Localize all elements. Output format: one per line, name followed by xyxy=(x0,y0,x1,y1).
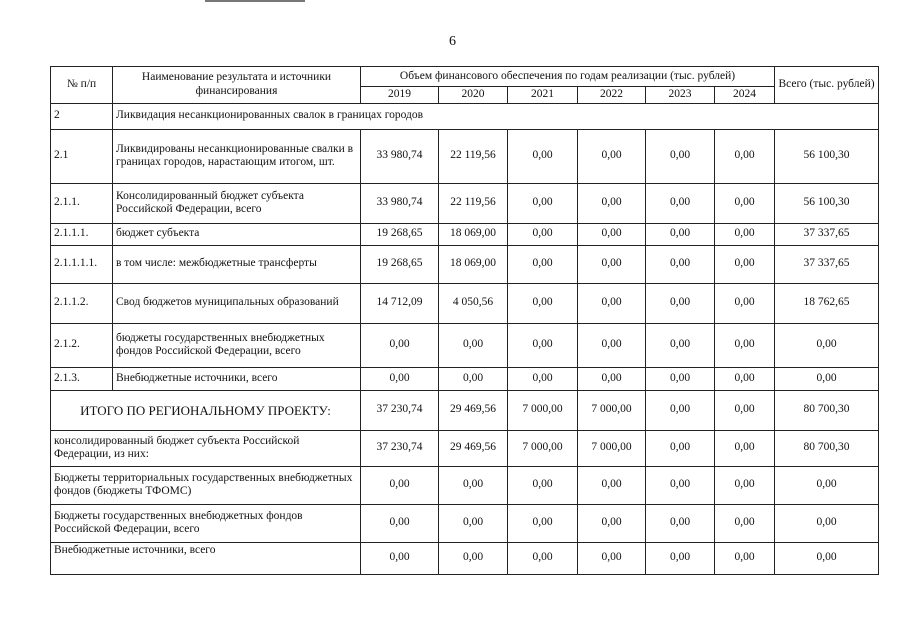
row-number: 2.1.1. xyxy=(51,183,113,223)
row-value: 18 069,00 xyxy=(439,245,508,283)
summary-value: 0,00 xyxy=(578,504,646,542)
row-value: 0,00 xyxy=(508,323,578,367)
top-rule xyxy=(205,0,305,2)
summary-total: 80 700,30 xyxy=(775,430,879,466)
header-number: № п/п xyxy=(51,67,113,104)
row-number: 2.1 xyxy=(51,129,113,183)
summary-name: консолидированный бюджет субъекта Российской Федерации, из них: xyxy=(51,430,361,466)
row-total: 18 762,65 xyxy=(775,283,879,323)
row-name: бюджет субъекта xyxy=(113,223,361,245)
header-year: 2020 xyxy=(439,87,508,104)
summary-value: 0,00 xyxy=(646,430,715,466)
row-value: 0,00 xyxy=(646,129,715,183)
summary-value: 0,00 xyxy=(715,542,775,574)
row-value: 33 980,74 xyxy=(361,129,439,183)
row-value: 0,00 xyxy=(646,367,715,390)
summary-value: 0,00 xyxy=(578,466,646,504)
row-number: 2.1.2. xyxy=(51,323,113,367)
row-value: 0,00 xyxy=(715,129,775,183)
row-total: 37 337,65 xyxy=(775,245,879,283)
row-value: 0,00 xyxy=(508,367,578,390)
row-number: 2.1.1.1.1. xyxy=(51,245,113,283)
summary-row xyxy=(51,504,879,542)
summary-value: 0,00 xyxy=(439,542,508,574)
summary-value: 0,00 xyxy=(715,504,775,542)
summary-row xyxy=(51,430,879,466)
funding-table xyxy=(50,66,879,575)
row-number: 2.1.3. xyxy=(51,367,113,390)
summary-row xyxy=(51,466,879,504)
row-value: 0,00 xyxy=(646,323,715,367)
table-row xyxy=(51,283,879,323)
row-value: 0,00 xyxy=(578,223,646,245)
table-row xyxy=(51,129,879,183)
summary-value: 0,00 xyxy=(646,542,715,574)
summary-value: 0,00 xyxy=(439,504,508,542)
total-value: 7 000,00 xyxy=(508,390,578,430)
total-row xyxy=(51,390,879,430)
row-number: 2.1.1.2. xyxy=(51,283,113,323)
row-value: 0,00 xyxy=(715,245,775,283)
row-value: 0,00 xyxy=(715,283,775,323)
row-value: 19 268,65 xyxy=(361,245,439,283)
row-value: 33 980,74 xyxy=(361,183,439,223)
summary-value: 0,00 xyxy=(508,542,578,574)
summary-value: 29 469,56 xyxy=(439,430,508,466)
section-title: Ликвидация несанкционированных свалок в границах городов xyxy=(113,103,879,129)
total-value: 0,00 xyxy=(715,390,775,430)
summary-value: 0,00 xyxy=(508,504,578,542)
summary-total: 0,00 xyxy=(775,466,879,504)
summary-name: Бюджеты территориальных государственных внебюджетных фондов (бюджеты ТФОМС) xyxy=(51,466,361,504)
table-row xyxy=(51,323,879,367)
total-sum: 80 700,30 xyxy=(775,390,879,430)
total-value: 7 000,00 xyxy=(578,390,646,430)
row-value: 14 712,09 xyxy=(361,283,439,323)
row-name: бюджеты государственных внебюджетных фондов Российской Федерации, всего xyxy=(113,323,361,367)
row-value: 0,00 xyxy=(361,367,439,390)
summary-total: 0,00 xyxy=(775,542,879,574)
table-row xyxy=(51,367,879,390)
summary-value: 0,00 xyxy=(439,466,508,504)
table-row xyxy=(51,223,879,245)
section-number: 2 xyxy=(51,103,113,129)
page-number: 6 xyxy=(449,34,456,49)
header-year: 2023 xyxy=(646,87,715,104)
row-value: 22 119,56 xyxy=(439,129,508,183)
summary-value: 7 000,00 xyxy=(508,430,578,466)
row-value: 0,00 xyxy=(715,223,775,245)
summary-row xyxy=(51,542,879,574)
row-value: 18 069,00 xyxy=(439,223,508,245)
row-value: 0,00 xyxy=(715,367,775,390)
row-total: 0,00 xyxy=(775,323,879,367)
summary-value: 37 230,74 xyxy=(361,430,439,466)
header-funding: Объем финансового обеспечения по годам реализации (тыс. рублей) xyxy=(361,67,775,87)
header-total: Всего (тыс. рублей) xyxy=(775,67,879,104)
row-value: 0,00 xyxy=(578,183,646,223)
summary-value: 0,00 xyxy=(361,542,439,574)
row-value: 0,00 xyxy=(646,223,715,245)
row-value: 0,00 xyxy=(439,323,508,367)
summary-total: 0,00 xyxy=(775,504,879,542)
row-name: Консолидированный бюджет субъекта Российской Федерации, всего xyxy=(113,183,361,223)
summary-value: 0,00 xyxy=(646,466,715,504)
summary-value: 0,00 xyxy=(361,466,439,504)
row-value: 0,00 xyxy=(578,283,646,323)
total-value: 0,00 xyxy=(646,390,715,430)
row-value: 0,00 xyxy=(715,323,775,367)
summary-name: Внебюджетные источники, всего xyxy=(51,542,361,574)
summary-value: 7 000,00 xyxy=(578,430,646,466)
table-row xyxy=(51,183,879,223)
row-value: 0,00 xyxy=(578,129,646,183)
row-value: 0,00 xyxy=(578,245,646,283)
row-name: Внебюджетные источники, всего xyxy=(113,367,361,390)
total-value: 37 230,74 xyxy=(361,390,439,430)
row-value: 0,00 xyxy=(508,223,578,245)
row-number: 2.1.1.1. xyxy=(51,223,113,245)
summary-value: 0,00 xyxy=(578,542,646,574)
row-total: 56 100,30 xyxy=(775,129,879,183)
summary-value: 0,00 xyxy=(508,466,578,504)
total-value: 29 469,56 xyxy=(439,390,508,430)
row-total: 56 100,30 xyxy=(775,183,879,223)
row-value: 0,00 xyxy=(439,367,508,390)
row-value: 0,00 xyxy=(578,323,646,367)
table-row xyxy=(51,245,879,283)
row-value: 0,00 xyxy=(508,283,578,323)
row-value: 0,00 xyxy=(578,367,646,390)
header-year: 2022 xyxy=(578,87,646,104)
row-value: 0,00 xyxy=(715,183,775,223)
row-total: 37 337,65 xyxy=(775,223,879,245)
total-title: ИТОГО ПО РЕГИОНАЛЬНОМУ ПРОЕКТУ: xyxy=(51,390,361,430)
summary-value: 0,00 xyxy=(361,504,439,542)
row-value: 0,00 xyxy=(646,183,715,223)
summary-value: 0,00 xyxy=(715,466,775,504)
row-name: Свод бюджетов муниципальных образований xyxy=(113,283,361,323)
row-total: 0,00 xyxy=(775,367,879,390)
row-value: 0,00 xyxy=(646,245,715,283)
row-value: 22 119,56 xyxy=(439,183,508,223)
row-name: в том числе: межбюджетные трансферты xyxy=(113,245,361,283)
header-year: 2024 xyxy=(715,87,775,104)
summary-value: 0,00 xyxy=(715,430,775,466)
header-year: 2021 xyxy=(508,87,578,104)
header-name: Наименование результата и источники финансирования xyxy=(113,67,361,104)
summary-value: 0,00 xyxy=(646,504,715,542)
row-value: 19 268,65 xyxy=(361,223,439,245)
header-year: 2019 xyxy=(361,87,439,104)
row-value: 0,00 xyxy=(508,245,578,283)
row-value: 4 050,56 xyxy=(439,283,508,323)
summary-name: Бюджеты государственных внебюджетных фондов Российской Федерации, всего xyxy=(51,504,361,542)
row-name: Ликвидированы несанкционированные свалки в границах городов, нарастающим итогом, шт. xyxy=(113,129,361,183)
row-value: 0,00 xyxy=(646,283,715,323)
row-value: 0,00 xyxy=(361,323,439,367)
row-value: 0,00 xyxy=(508,129,578,183)
row-value: 0,00 xyxy=(508,183,578,223)
